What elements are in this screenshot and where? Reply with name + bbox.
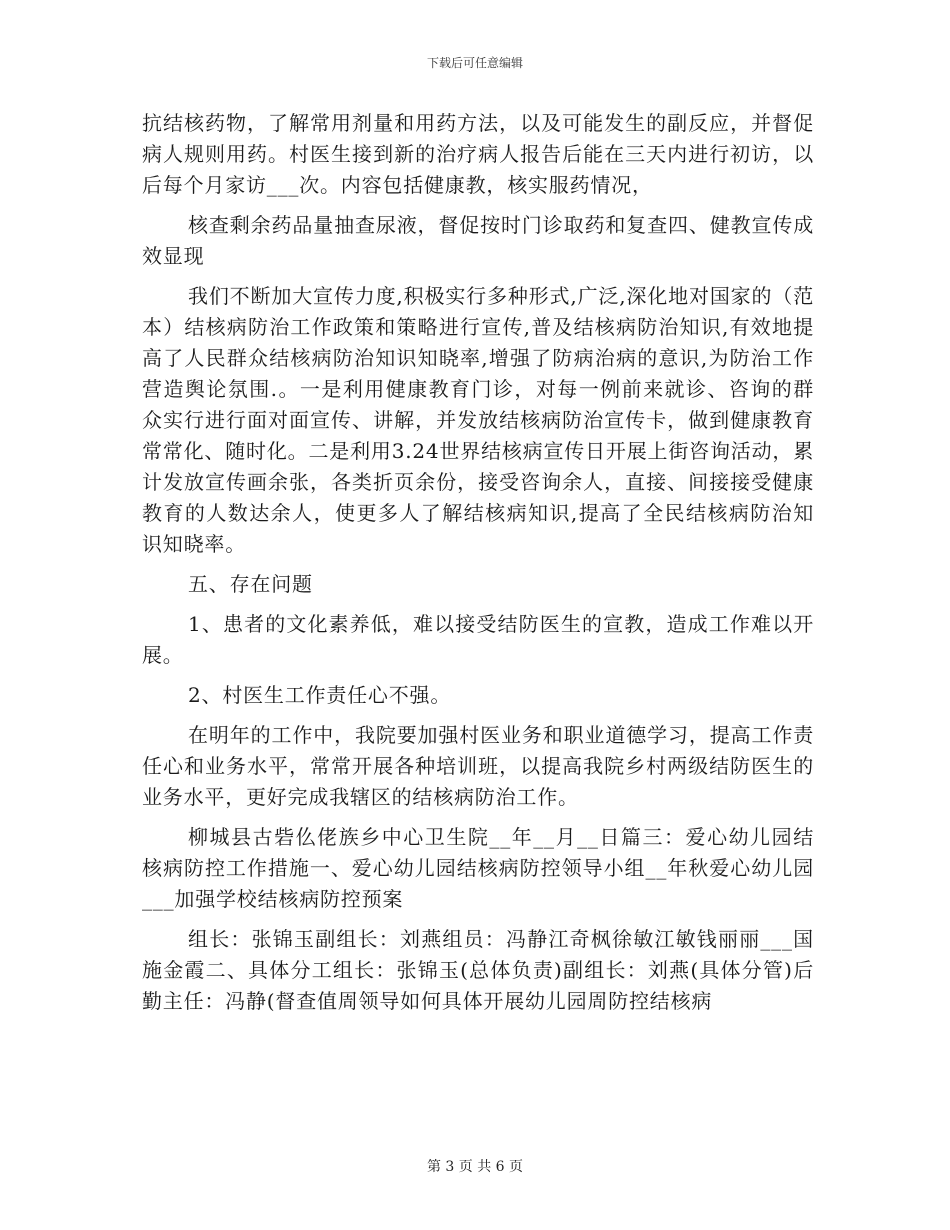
- document-body: [142, 108, 814, 1026]
- paragraph: 组长：张锦玉副组长：刘燕组员：冯静江奇枫徐敏江敏钱丽丽___国施金霞二、具体分工组长：张锦玉(总体负责)副组长：刘燕(具体分管)后勤主任：冯静(督查值周领导如何具体开展幼儿园周防控结核病: [142, 927, 814, 1013]
- page-footer: 第 3 页 共 6 页: [426, 1159, 524, 1175]
- paragraph: 抗结核药物，了解常用剂量和用药方法，以及可能发生的副反应，并督促病人规则用药。村医生接到新的治疗病人报告后能在三天内进行初访，以后每个月家访___次。内容包括健康教，核实服药情况，: [142, 111, 814, 197]
- section-heading: 五、存在问题: [188, 572, 313, 596]
- page-header: 下载后可任意编辑: [426, 56, 523, 70]
- paragraph: 我们不断加大宣传力度,积极实行多种形式,广泛,深化地对国家的（范本）结核病防治工作政策和策略进行宣传,普及结核病防治知识,有效地提高了人民群众结核病防治知识知晓率,增强了防病治病的意识,为防治工作营造舆论氛围.。一是利用健康教育门诊，对每一例前来就诊、咨询的群众实行进行面对面宣传、讲解，并发放结核病防治宣传卡，做到健康教育常常化、随时化。二是利用3.24世界结核病宣传日开展上街咨询活动，累计发放宣传画余张，各类折页余份，接受咨询余人，直接、间接接受健康教育的人数达余人，使更多人了解结核病知识,提高了全民结核病防治知识知晓率。: [142, 284, 814, 556]
- paragraph: 在明年的工作中，我院要加强村医业务和职业道德学习，提高工作责任心和业务水平，常常开展各种培训班，以提高我院乡村两级结防医生的业务水平，更好完成我辖区的结核病防治工作。: [142, 723, 814, 809]
- paragraph: 核查剩余药品量抽查尿液，督促按时门诊取药和复查四、健教宣传成效显现: [142, 213, 814, 268]
- paragraph: 柳城县古砦仫佬族乡中心卫生院__年__月__日篇三：爱心幼儿园结核病防控工作措施一、爱心幼儿园结核病防控领导小组__年秋爱心幼儿园___加强学校结核病防控预案: [142, 825, 814, 911]
- list-item: 2、村医生工作责任心不强。: [188, 683, 452, 707]
- list-item: 1、患者的文化素养低，难以接受结防医生的宣教，造成工作难以开展。: [142, 612, 814, 667]
